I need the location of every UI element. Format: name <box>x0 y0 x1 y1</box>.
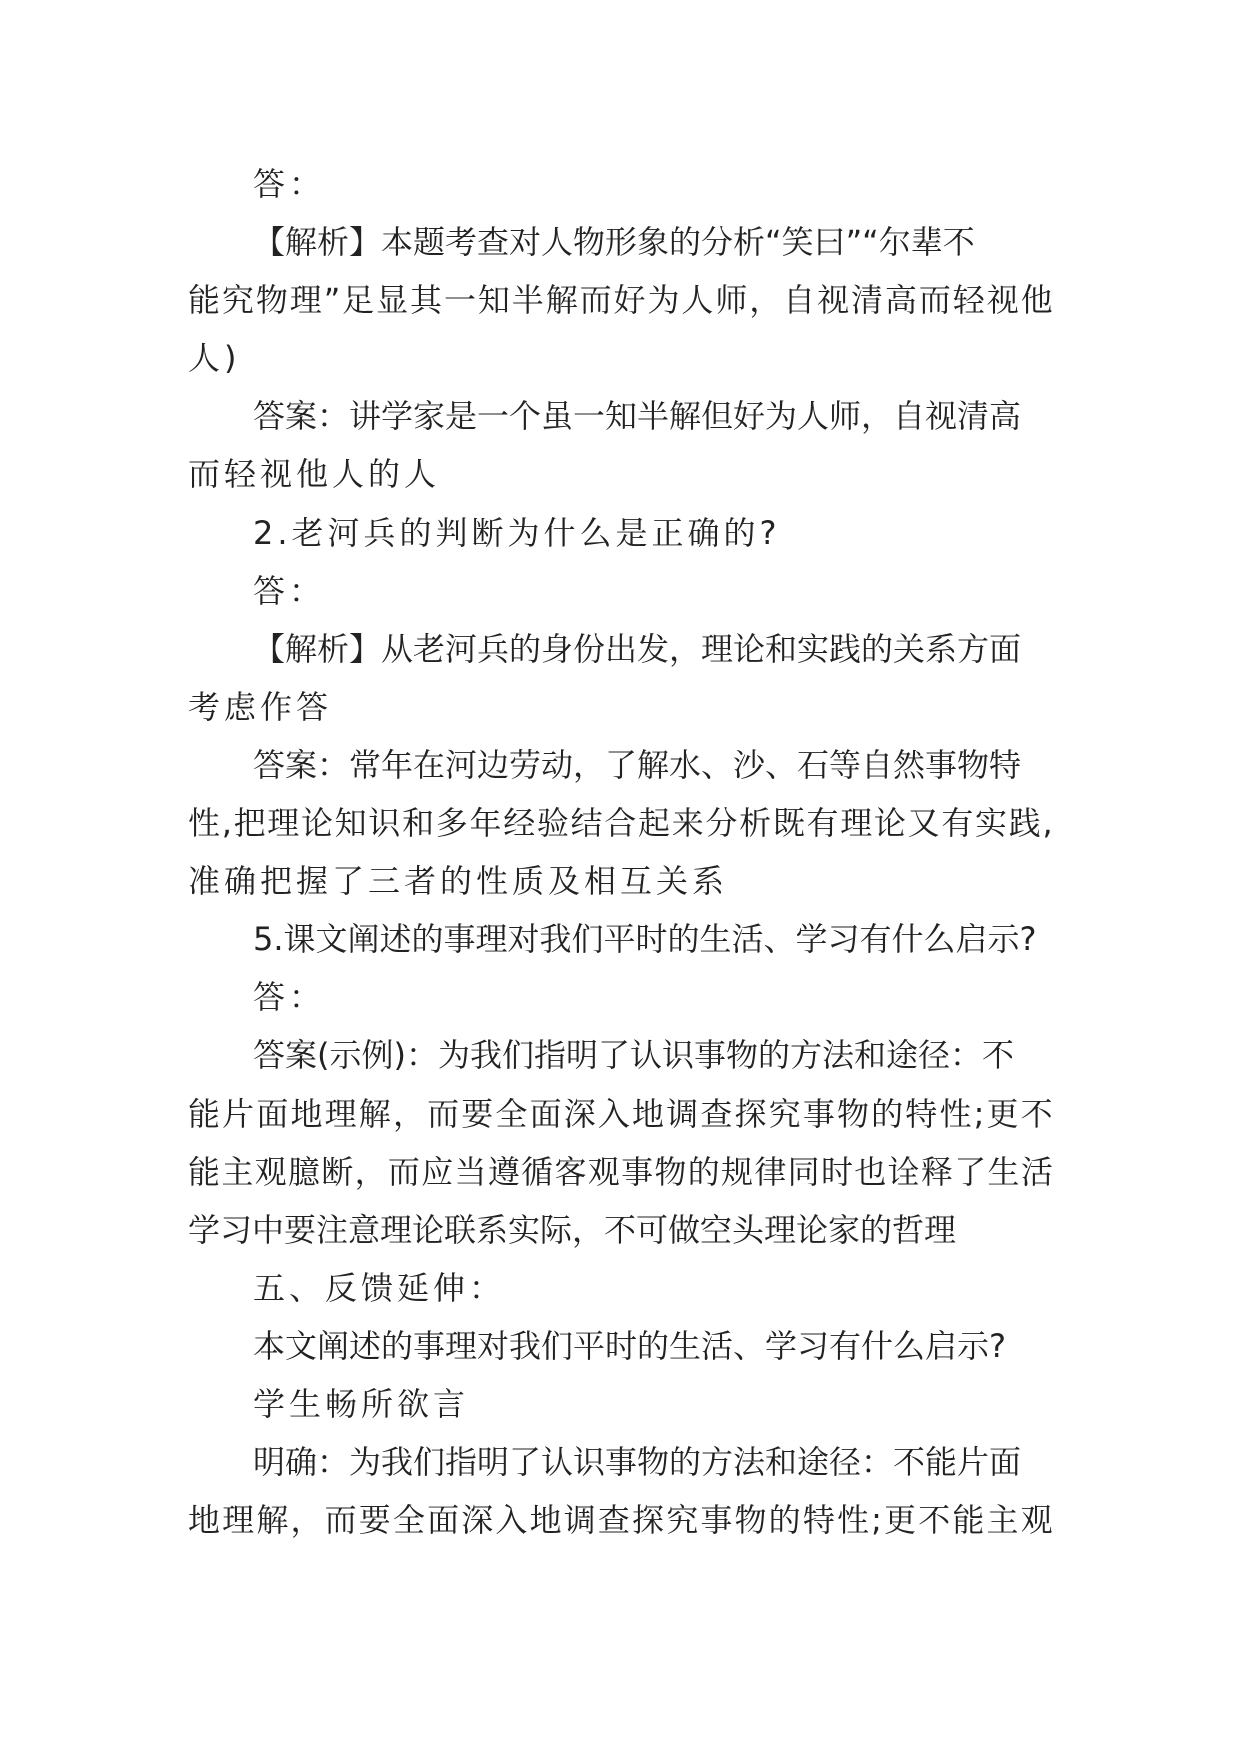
text-line: 地 理 解 ， 而 要 全 面 深 入 地 调 查 探 究 事 物 的 特 性 ; 更 不 能 主 观 <box>188 1501 1053 1540</box>
text-line: 能 片 面 地 理 解 ， 而 要 全 面 深 入 地 调 查 探 究 事 物 的 特 性 ; 更 不 <box>188 1094 1053 1133</box>
text-line: 【解析】本题考查对人物形象的分析“笑曰”“尔辈不 <box>253 223 975 262</box>
text-line: 【解析】从老河兵的身份出发，理论和实践的关系方面 <box>253 629 1022 668</box>
text-line: 学生畅所欲言 <box>253 1384 470 1423</box>
text-line: 本文阐述的事理对我们平时的生活、学习有什么启示? <box>253 1326 1006 1365</box>
text-line: 考虑作答 <box>188 687 333 726</box>
text-line: 答： <box>253 571 326 610</box>
text-line: 答案：讲学家是一个虽一知半解但好为人师，自视清高 <box>253 397 1022 436</box>
text-line: 能 究 物 理 ” 足 显 其 一 知 半 解 而 好 为 人 师 ， 自 视 清 高 而 轻 视 他 <box>188 281 1053 320</box>
text-line: 2.老河兵的判断为什么是正确的? <box>253 513 781 552</box>
text-line: 5.课文阐述的事理对我们平时的生活、学习有什么启示? <box>253 920 1037 959</box>
text-line: 答案：常年在河边劳动，了解水、沙、石等自然事物特 <box>253 745 1022 784</box>
text-line: 人) <box>188 339 241 378</box>
text-line: 性 , 把 理 论 知 识 和 多 年 经 验 结 合 起 来 分 析 既 有 理 论 又 有 实 践 , <box>188 804 1053 843</box>
text-line: 答案(示例)：为我们指明了认识事物的方法和途径：不 <box>253 1036 1014 1075</box>
text-line: 准确把握了三者的性质及相互关系 <box>188 862 729 901</box>
document-body <box>188 155 1053 1549</box>
text-line: 明确：为我们指明了认识事物的方法和途径：不能片面 <box>253 1443 1022 1482</box>
text-line: 而轻视他人的人 <box>188 455 441 494</box>
text-line: 答： <box>253 165 326 203</box>
text-line: 能 主 观 臆 断 ， 而 应 当 遵 循 客 观 事 物 的 规 律 同 时 也 诠 释 了 生 活 <box>188 1152 1053 1191</box>
section-heading: 五、反馈延伸： <box>253 1268 506 1307</box>
text-line: 学习中要注意理论联系实际，不可做空头理论家的哲理 <box>188 1210 957 1249</box>
text-line: 答： <box>253 978 326 1017</box>
